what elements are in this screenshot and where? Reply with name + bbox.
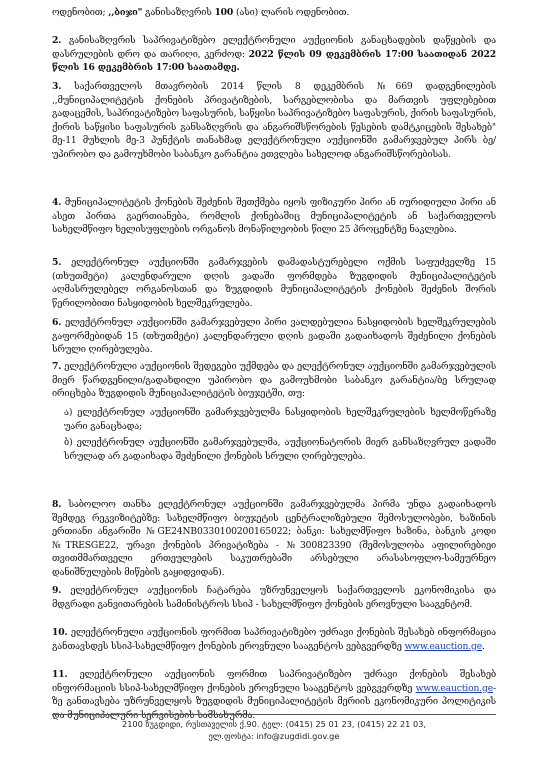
paragraph-5: 5. ელექტრონულ აუქციონში გამარჯვების დამადასტურებელი ოქმის საფუძველზე 15 (თხუთმეტი) კალენდარული დღის ვადაში ფორმდება ზუგდიდის მუნიციპალიტეტის აღმასრულებელ ორგანოსთან და ზუგდიდის მუნიციპალიტეტის ქონების შეძენის შორის წერილობითი ნასყიდობის ხელშეკრულება.: [52, 257, 496, 309]
paragraph-8: 8. საბოლოო თანხა ელექტრონულ აუქციონში გამარჯვებულმა პირმა უნდა გადაიხადოს შემდეგ რეკვიზიტებზე: სახელმწიფო ბიუჯეტის ცენტრალიზებული შემოსულობები, ხაზინის ერთიანი ანგარიში №GE24NB0330100200165022; ბანკი: სახელმწიფო ხაზინა, ბანკის კოდი №TRESGE22, ურავი ქონების პრივატიზება - №300823390 (შემოსულობა აფილირებიეი თვითმმართველი ერთეულების საკუთრებაში არსებული არასასოფლო-სამეურნეო დანიშნულების მიწების გაყიდვიდან).: [52, 499, 496, 578]
intro-paragraph: ოდენობით; ,,ბიჯი" განისაზღვრის 100 (ასი) ლარის ოდენობით.: [52, 7, 350, 18]
eauction-link[interactable]: www.eauction.ge: [415, 682, 494, 694]
eauction-link[interactable]: www.eauction.ge: [404, 640, 483, 652]
paragraph-7-item-a: ა) ელექტრონულ აუქციონში გამარჯვებულმა ნასყიდობის ხელშეკრულების ხელმოწერაზე უარი განაცხადა;: [64, 407, 496, 432]
paragraph-6: 6. ელექტრონულ აუქციონში გამარჯვებული პირი ვალდებულია ნასყიდობის ხელშეკრულების გაფორმებიდან 15 (თხუთმეტი) კალენდარული დღის ვადაში გადაიხადოს შეძენილი ქონების სრული ღირებულება.: [52, 317, 496, 356]
paragraph-7: 7. ელექტრონული აუქციონის შედეგები უქმდება და ელექტრონულ აუქციონში გამარჯვებულის მიერ წარდგენილი/გადახდილი უპირობო და გამოუხმობი საბანკო გარანტია/ბე სრულად ირიცხება ზუგდიდის მუნიციპალიტეტის ბიუჯეტში, თუ:: [52, 361, 496, 400]
footer-email: ელ.ფოსტა: info@zugdidi.gov.ge: [208, 731, 340, 741]
paragraph-3: 3. საქართველოს მთავრობის 2014 წლის 8 დეკემბრის №669 დადგენილების ,,მუნიციპალიტეტის ქონების პრივატიზების, სარგებლობისა და მართვის უფლებებით გადაცემის, საპრივატიზებო საფასურის, საწყისი საპრივატიზებო საფასურის, ქირის საფასურის, ქირის საწყისი საფასურის განსაზღვრის და ანგარიშსწორების წესების დამტკიცების შესახებ" მე-11 მუხლის მე-3 პუნქტის თანახმად ელექტრონული აუქციონში გამარჯვებულ პირს ბე/უპირობო და გამოუხმობი საბანკო გარანტია ეთვლება სახელოდ ანგარიშსწორებისას.: [52, 81, 496, 160]
paragraph-11: 11. ელექტრონული აუქციონის ფორმით საპრივატიზებო უძრავი ქონების შესახებ ინფორმაციის სსიპ-სახელმწიფო ქონების ეროვნული სააგენტოს ვებგვერდზე www.eauction.ge-ზე განთავსება უზრუნველყოს ზუგდიდის მუნიციპალიტეტის მერიის ეკონომიკური პოლიტიკის და მუნიციპალური სერვისების სამსახურმა.: [52, 669, 496, 721]
paragraph-7-item-b: ბ) ელექტრონულ აუქციონში გამარჯვებულმა, აუქციონატორის მიერ განსაზღვრულ ვადაში სრულად არ გადაიხადა შეძენილი ქონების სრული ღირებულება.: [64, 437, 496, 462]
footer-address: 2100 ზუგდიდი, რუსთაველის ქ.90. ტელ: (0415) 25 01 23, (0415) 22 21 03,: [121, 719, 427, 729]
paragraph-2: 2. განისაზღვრის საპრივატიზებო ელექტრონული აუქციონის განაცხადების დაწყების და დასრულების დრო და თარიღი, კერძოდ: 2022 წლის 09 დეკემბრის 17:00 საათიდან 2022 წლის 16 დეკემბრის 17:00 საათამდე.: [52, 35, 496, 74]
paragraph-4: 4. მუნიციპალიტეტის ქონების შეძენის შეთქმება იყოს ფიზიკური პირი ან იურიდიული პირი ან ასეთ პირთა გაერთიანება, რომლის ქონებაშიც მუნიციპალიტეტის ან საქართველოს სახელმწიფო ხელისუფლების ორგანოს მონაწილეობის წილი 25 პროცენტზე ნაკლებია.: [52, 197, 496, 236]
paragraph-10: 10. ელექტრონული აუქციონის ფორმით საპრივატიზებო უძრავი ქონების შესახებ ინფორმაცია განთავსდეს სსიპ-სახელმწიფო ქონების ეროვნული სააგენტოს ვებგვერდზე www.eauction.ge.: [52, 627, 496, 652]
footer-divider: [52, 714, 496, 715]
paragraph-9: 9. ელექტრონულ აუქციონის ჩატარება უზრუნველყოს საქართველოს ეკონომიკისა და მდგრადი განვითარების სამინისტროს სსიპ - სახელმწიფო ქონების ეროვნული სააგენტომ.: [52, 585, 496, 610]
